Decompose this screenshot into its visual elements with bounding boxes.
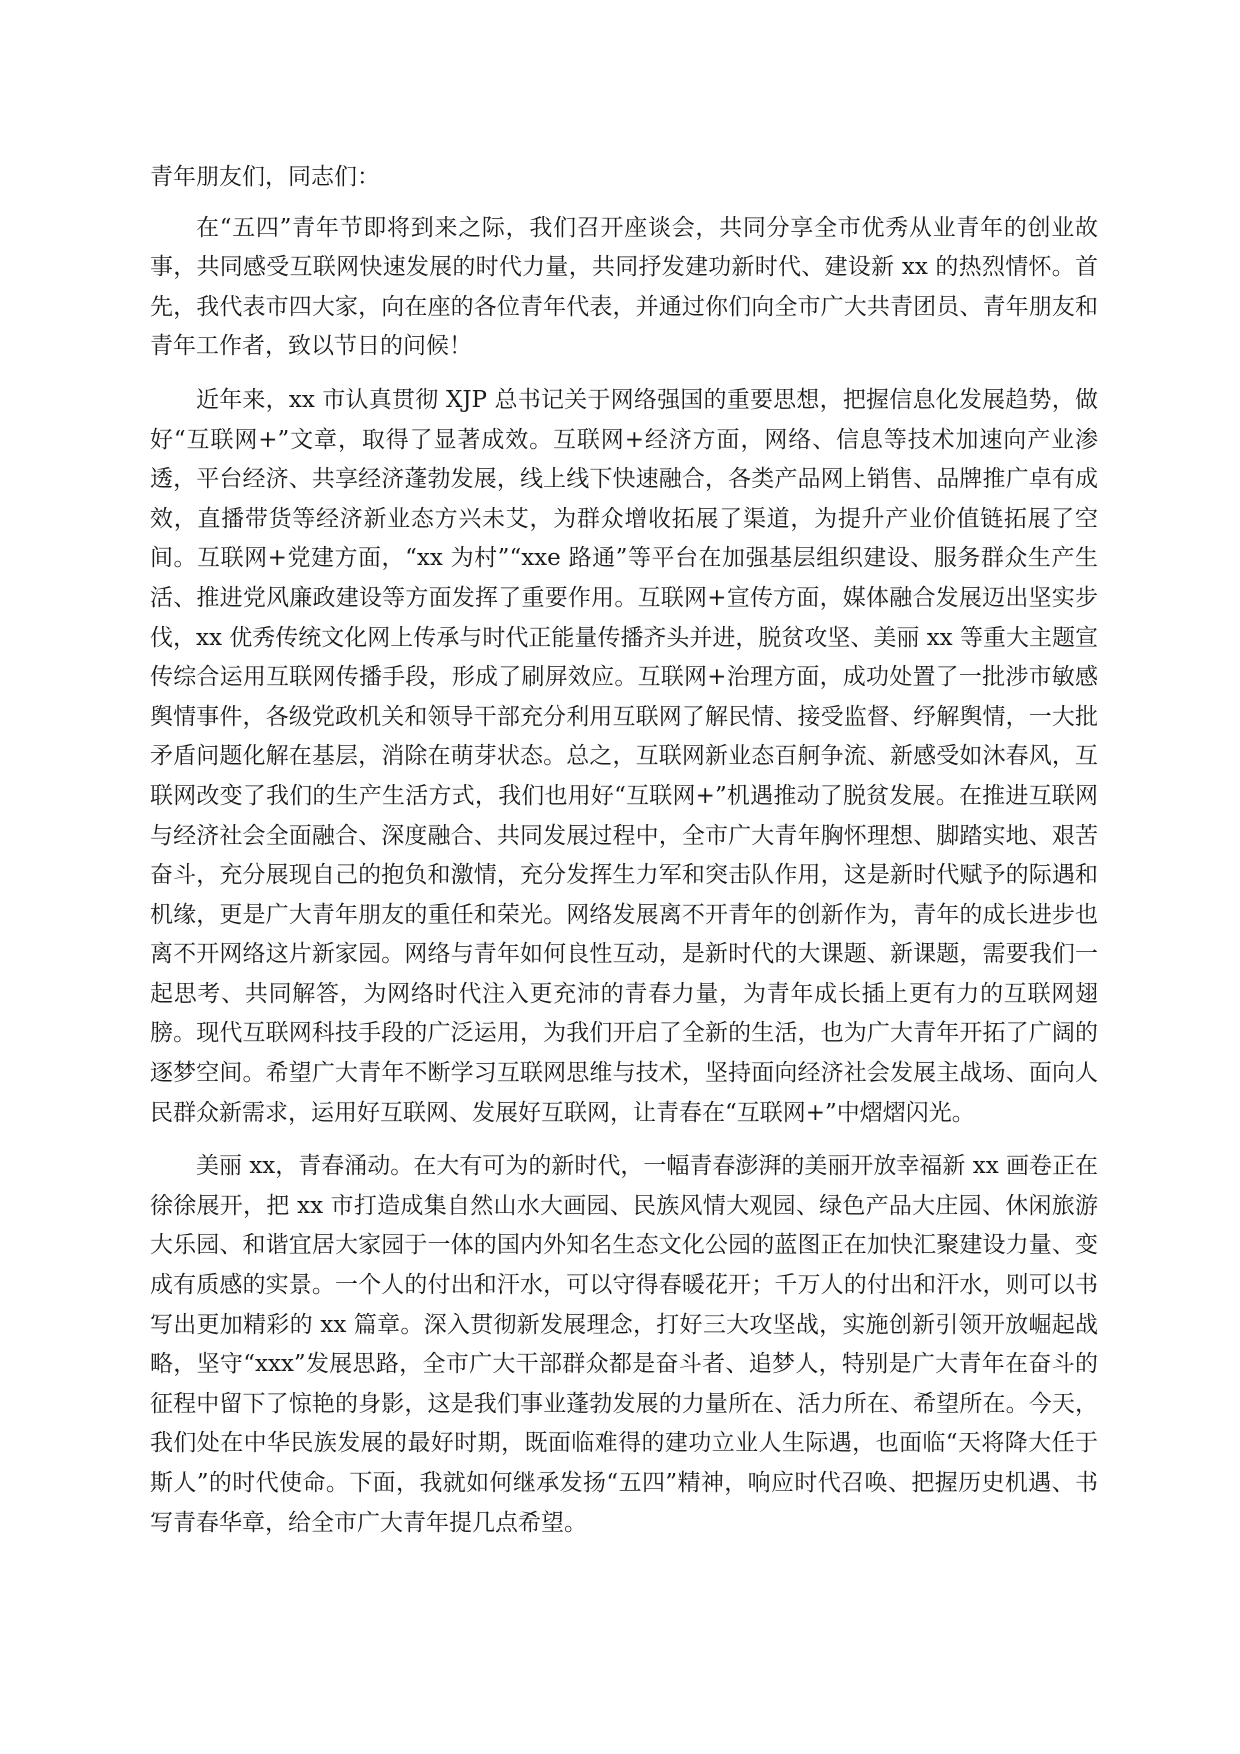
document-body <box>150 158 1098 1557</box>
paragraph-1: 在“五四”青年节即将到来之际，我们召开座谈会，共同分享全市优秀从业青年的创业故事，共同感受互联网快速发展的时代力量，共同抒发建功新时代、建设新 xx 的热烈情怀。首先，我代表市四大家，向在座的各位青年代表，并通过你们向全市广大共青团员、青年朋友和青年工作者，致以节日的问候！ <box>150 214 1098 360</box>
salutation: 青年朋友们，同志们： <box>150 164 380 190</box>
paragraph-3: 美丽 xx，青春涌动。在大有可为的新时代，一幅青春澎湃的美丽开放幸福新 xx 画卷正在徐徐展开，把 xx 市打造成集自然山水大画园、民族风情大观园、绿色产品大庄园、休闲旅游大乐园、和谐宜居大家园于一体的国内外知名生态文化公园的蓝图正在加快汇聚建设力量、变成有质感的实景。一个人的付出和汗水，可以守得春暖花开；千万人的付出和汗水，则可以书写出更加精彩的 xx 篇章。深入贯彻新发展理念，打好三大攻坚战，实施创新引领开放崛起战略，坚守“xxx”发展思路，全市广大干部群众都是奋斗者、追梦人，特别是广大青年在奋斗的征程中留下了惊艳的身影，这是我们事业蓬勃发展的力量所在、活力所在、希望所在。今天，我们处在中华民族发展的最好时期，既面临难得的建功立业人生际遇，也面临“天将降大任于斯人”的时代使命。下面，我就如何继承发扬“五四”精神，响应时代召唤、把握历史机遇、书写青春华章，给全市广大青年提几点希望。 <box>150 1153 1098 1536</box>
paragraph-2: 近年来，xx 市认真贯彻 XJP 总书记关于网络强国的重要思想，把握信息化发展趋势，做好“互联网+”文章，取得了显著成效。互联网+经济方面，网络、信息等技术加速向产业渗透，平台经济、共享经济蓬勃发展，线上线下快速融合，各类产品网上销售、品牌推广卓有成效，直播带货等经济新业态方兴未艾，为群众增收拓展了渠道，为提升产业价值链拓展了空间。互联网+党建方面，“xx 为村”“xxe 路通”等平台在加强基层组织建设、服务群众生产生活、推进党风廉政建设等方面发挥了重要作用。互联网+宣传方面，媒体融合发展迈出坚实步伐，xx 优秀传统文化网上传承与时代正能量传播齐头并进，脱贫攻坚、美丽 xx 等重大主题宣传综合运用互联网传播手段，形成了刷屏效应。互联网+治理方面，成功处置了一批涉市敏感舆情事件，各级党政机关和领导干部充分利用互联网了解民情、接受监督、纾解舆情，一大批矛盾问题化解在基层，消除在萌芽状态。总之，互联网新业态百舸争流、新感受如沐春风，互联网改变了我们的生产生活方式，我们也用好“互联网+”机遇推动了脱贫发展。在推进互联网与经济社会全面融合、深度融合、共同发展过程中，全市广大青年胸怀理想、脚踏实地、艰苦奋斗，充分展现自己的抱负和激情，充分发挥生力军和突击队作用，这是新时代赋予的际遇和机缘，更是广大青年朋友的重任和荣光。网络发展离不开青年的创新作为，青年的成长进步也离不开网络这片新家园。网络与青年如何良性互动，是新时代的大课题、新课题，需要我们一起思考、共同解答，为网络时代注入更充沛的青春力量，为青年成长插上更有力的互联网翅膀。现代互联网科技手段的广泛运用，为我们开启了全新的生活，也为广大青年开拓了广阔的逐梦空间。希望广大青年不断学习互联网思维与技术，坚持面向经济社会发展主战场、面向人民群众新需求，运用好互联网、发展好互联网，让青春在“互联网+”中熠熠闪光。 <box>150 386 1098 1126</box>
